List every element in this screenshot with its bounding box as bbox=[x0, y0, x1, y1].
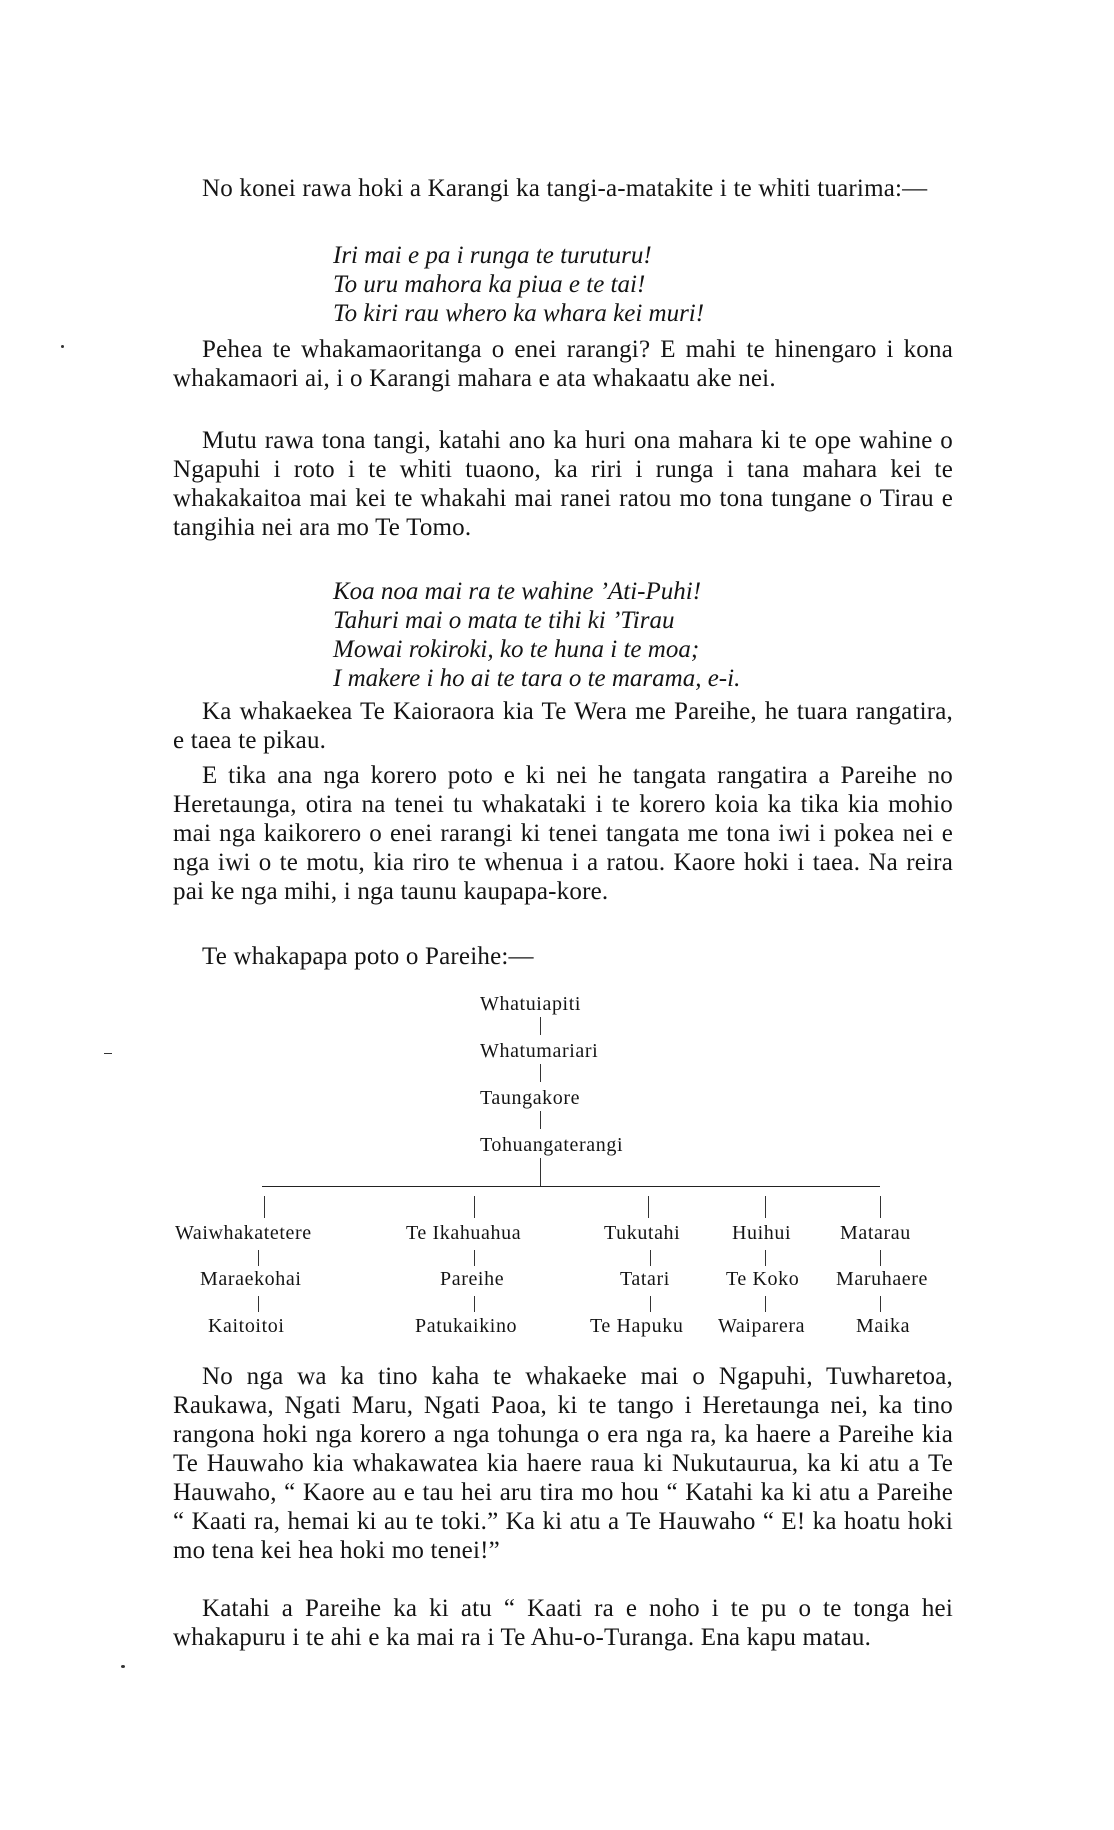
descendant-name: Maraekohai bbox=[200, 1268, 302, 1290]
paragraph-kaioraora: Ka whakaekea Te Kaioraora kia Te Wera me Pareihe, he tuara rangatira, e taea te pikau. bbox=[173, 698, 953, 754]
descendant-name: Tukutahi bbox=[604, 1222, 681, 1244]
margin-speck bbox=[61, 345, 64, 348]
genealogy-connector bbox=[474, 1250, 475, 1266]
poem-line: Koa noa mai ra te wahine ’Ati-Puhi! bbox=[333, 578, 702, 605]
genealogy-connector bbox=[648, 1196, 649, 1218]
ancestor-name: Whatumariari bbox=[480, 1040, 599, 1062]
genealogy-connector bbox=[540, 1017, 541, 1035]
genealogy-connector bbox=[540, 1111, 541, 1129]
margin-speck bbox=[121, 1665, 125, 1668]
genealogy-connector bbox=[880, 1296, 881, 1312]
descendant-name: Te Koko bbox=[726, 1268, 800, 1290]
genealogy-connector bbox=[474, 1196, 475, 1218]
paragraph-intro-verse-five: No konei rawa hoki a Karangi ka tangi-a-matakite i te whiti tuarima:— bbox=[202, 175, 928, 202]
genealogy-connector bbox=[650, 1296, 651, 1312]
genealogy-connector bbox=[765, 1296, 766, 1312]
paragraph-whakapapa-heading: Te whakapapa poto o Pareihe:— bbox=[202, 943, 534, 970]
descendant-name: Pareihe bbox=[440, 1268, 505, 1290]
descendant-name: Maruhaere bbox=[836, 1268, 929, 1290]
paragraph-translation-question: Pehea te whakamaoritanga o enei rarangi? E mahi te hinengaro i kona whakamaori ai, i o Karangi mahara e ata whakaatu ake nei. bbox=[173, 336, 953, 392]
margin-speck bbox=[104, 1053, 112, 1054]
descendant-name: Matarau bbox=[840, 1222, 911, 1244]
genealogy-connector bbox=[474, 1296, 475, 1312]
descendant-name: Tatari bbox=[620, 1268, 670, 1290]
genealogy-connector bbox=[765, 1250, 766, 1266]
descendant-name: Kaitoitoi bbox=[208, 1315, 285, 1337]
paragraph-pareihe-rangatira: E tika ana nga korero poto e ki nei he tangata rangatira a Pareihe no Heretaunga, otira na tenei tu whakataki i te korero koia ka tika kia mohio mai nga kaikorero o enei rarangi ki tenei tangata me tona iwi i pokea nei e nga iwi o te motu, kia riro te whenua i a ratou. Kaore hoki i taea. Na reira pai ke nga mihi, i nga taunu kaupapa-kore. bbox=[173, 762, 953, 905]
paragraph-invasion-heretaunga: No nga wa ka tino kaha te whakaeke mai o Ngapuhi, Tuwharetoa, Raukawa, Ngati Maru, Ngati Paoa, ki te tango i Heretaunga nei, ka tino rangona hoki nga korero a nga tohunga o era nga ra, ka haere a Pareihe kia Te Hauwaho kia whakawatea kia haere raua ki Nukutaurua, ka ki atu a Te Hauwaho, “ Kaore au e tau hei aru tira mo hou “ Katahi ka ki atu a Pareihe “ Kaati ra, hemai ki au te toki.” Ka ki atu a Te Hauwaho “ E! ka hoatu hoki mo tena kei hea hoki mo tenei!” bbox=[173, 1363, 953, 1564]
poem-line: Tahuri mai o mata te tihi ki ’Tirau bbox=[333, 607, 675, 634]
poem-line: Iri mai e pa i runga te turuturu! bbox=[333, 242, 652, 269]
descendant-name: Waiwhakatetere bbox=[175, 1222, 312, 1244]
descendant-name: Patukaikino bbox=[415, 1315, 518, 1337]
genealogy-connector bbox=[880, 1250, 881, 1266]
descendant-name: Te Ikahuahua bbox=[406, 1222, 522, 1244]
genealogy-connector bbox=[264, 1196, 265, 1218]
poem-line: Mowai rokiroki, ko te huna i te moa; bbox=[333, 636, 700, 663]
ancestor-name: Tohuangaterangi bbox=[480, 1134, 624, 1156]
genealogy-connector bbox=[540, 1158, 541, 1186]
genealogy-sibling-bar bbox=[262, 1186, 880, 1187]
descendant-name: Huihui bbox=[732, 1222, 792, 1244]
poem-line: I makere i ho ai te tara o te marama, e-i. bbox=[333, 665, 741, 692]
paragraph-pareihe-response: Katahi a Pareihe ka ki atu “ Kaati ra e noho i te pu o te tonga hei whakapuru i te ahi e ka mai ra i Te Ahu-o-Turanga. Ena kapu matau. bbox=[173, 1595, 953, 1651]
descendant-name: Maika bbox=[856, 1315, 911, 1337]
genealogy-connector bbox=[540, 1064, 541, 1082]
descendant-name: Waiparera bbox=[718, 1315, 806, 1337]
descendant-name: Te Hapuku bbox=[590, 1315, 684, 1337]
poem-line: To uru mahora ka piua e te tai! bbox=[333, 271, 646, 298]
paragraph-ngapuhi-women: Mutu rawa tona tangi, katahi ano ka huri ona mahara ki te ope wahine o Ngapuhi i roto i te whiti tuaono, ka riri i runga i tana mahara kei te whakakaitoa mai kei te whakahi mai ranei ratou mo tona tungane o Tirau e tangihia nei ara mo Te Tomo. bbox=[173, 427, 953, 541]
genealogy-connector bbox=[258, 1296, 259, 1312]
poem-line: To kiri rau whero ka whara kei muri! bbox=[333, 300, 705, 327]
genealogy-connector bbox=[765, 1196, 766, 1218]
genealogy-connector bbox=[650, 1250, 651, 1266]
genealogy-connector bbox=[880, 1196, 881, 1218]
ancestor-name: Taungakore bbox=[480, 1087, 581, 1109]
genealogy-connector bbox=[258, 1250, 259, 1266]
ancestor-name: Whatuiapiti bbox=[480, 993, 582, 1015]
